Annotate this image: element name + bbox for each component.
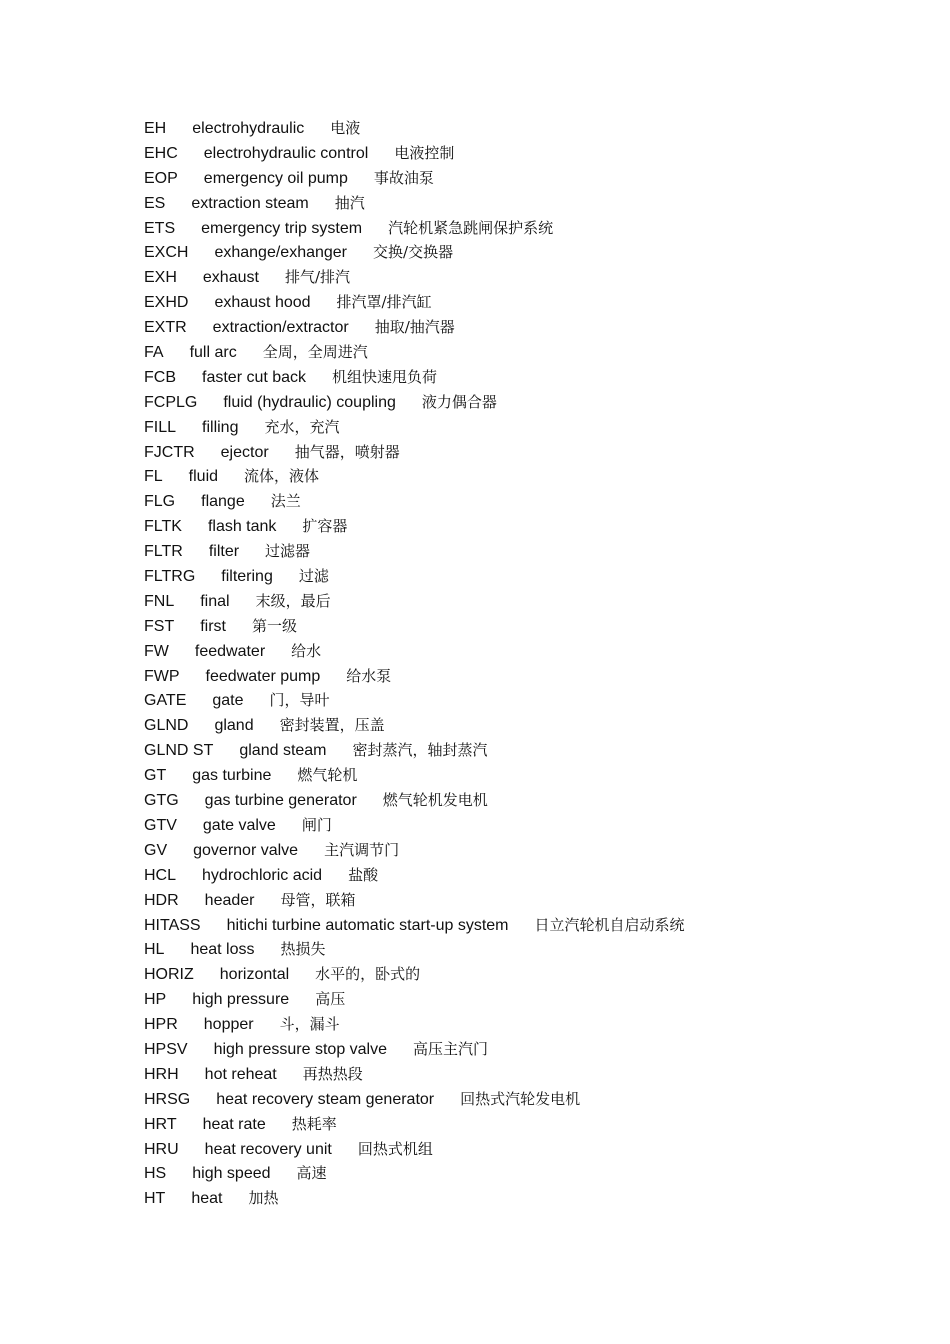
entry-abbreviation: ES — [144, 194, 166, 212]
entry-abbreviation: GT — [144, 767, 167, 785]
entry-english-term: fluid — [188, 468, 219, 486]
entry-abbreviation: FA — [144, 344, 164, 362]
entry-abbreviation: EOP — [144, 169, 178, 187]
entry-chinese-term: 门，导叶 — [269, 691, 330, 710]
entry-english-term: hopper — [203, 1016, 254, 1034]
entry-chinese-term: 回热式汽轮发电机 — [460, 1089, 581, 1108]
entry-chinese-term: 法兰 — [270, 492, 301, 511]
entry-chinese-term: 主汽调节门 — [324, 840, 400, 859]
entry-abbreviation: HPR — [144, 1016, 178, 1034]
entry-english-term: emergency trip system — [201, 219, 363, 237]
glossary-entry — [144, 390, 685, 415]
entry-abbreviation: FILL — [144, 418, 177, 436]
entry-abbreviation: FJCTR — [144, 443, 195, 461]
entry-english-term: heat recovery steam generator — [216, 1090, 435, 1108]
glossary-entry — [144, 888, 685, 913]
entry-english-term: exhange/exhanger — [214, 244, 348, 262]
glossary-entry — [144, 191, 685, 216]
glossary-entry — [144, 614, 685, 639]
glossary-entry — [144, 1112, 685, 1137]
entry-chinese-term: 流体，液体 — [244, 467, 320, 486]
glossary-entry — [144, 464, 685, 489]
entry-abbreviation: HDR — [144, 891, 179, 909]
glossary-entry — [144, 1037, 685, 1062]
entry-english-term: governor valve — [193, 841, 299, 859]
entry-abbreviation: HT — [144, 1190, 166, 1208]
entry-english-term: heat loss — [190, 941, 255, 959]
entry-chinese-term: 热耗率 — [291, 1114, 337, 1133]
entry-chinese-term: 抽取/抽汽器 — [374, 318, 455, 337]
entry-abbreviation: HRH — [144, 1065, 179, 1083]
entry-chinese-term: 再热热段 — [302, 1064, 363, 1083]
entry-english-term: filling — [202, 418, 239, 436]
entry-english-term: flash tank — [207, 518, 277, 536]
entry-abbreviation: HRSG — [144, 1090, 191, 1108]
entry-abbreviation: HCL — [144, 866, 177, 884]
entry-abbreviation: EXH — [144, 269, 177, 287]
entry-abbreviation: HRT — [144, 1115, 177, 1133]
entry-chinese-term: 热损失 — [280, 940, 326, 959]
glossary-entry — [144, 987, 685, 1012]
entry-chinese-term: 密封蒸汽，轴封蒸汽 — [352, 741, 488, 760]
entry-abbreviation: GTG — [144, 792, 179, 810]
entry-chinese-term: 排汽罩/排汽缸 — [336, 293, 432, 312]
entry-chinese-term: 回热式机组 — [357, 1139, 433, 1158]
entry-chinese-term: 充水，充汽 — [264, 417, 340, 436]
entry-english-term: high pressure — [192, 991, 290, 1009]
entry-abbreviation: FCB — [144, 368, 176, 386]
glossary-entry — [144, 141, 685, 166]
entry-english-term: gland steam — [239, 742, 327, 760]
entry-abbreviation: GTV — [144, 816, 177, 834]
entry-english-term: final — [200, 592, 230, 610]
entry-english-term: gas turbine — [192, 767, 272, 785]
entry-abbreviation: ETS — [144, 219, 176, 237]
entry-abbreviation: FLTK — [144, 518, 182, 536]
entry-abbreviation: FW — [144, 642, 169, 660]
entry-chinese-term: 母管，联箱 — [280, 890, 356, 909]
entry-chinese-term: 事故油泵 — [373, 168, 434, 187]
entry-chinese-term: 电液控制 — [394, 143, 455, 162]
entry-chinese-term: 抽气器，喷射器 — [294, 442, 400, 461]
entry-english-term: feedwater pump — [205, 667, 321, 685]
glossary-entry — [144, 639, 685, 664]
entry-abbreviation: HRU — [144, 1140, 179, 1158]
entry-chinese-term: 高压主汽门 — [413, 1039, 489, 1058]
entry-chinese-term: 高速 — [296, 1164, 327, 1183]
entry-english-term: hitichi turbine automatic start-up system — [226, 916, 509, 934]
entry-chinese-term: 给水泵 — [346, 666, 392, 685]
entry-abbreviation: HS — [144, 1165, 167, 1183]
glossary-entry — [144, 738, 685, 763]
entry-english-term: filtering — [221, 568, 273, 586]
entry-english-term: extraction/extractor — [212, 319, 349, 337]
entry-chinese-term: 机组快速甩负荷 — [332, 367, 438, 386]
entry-abbreviation: FLTRG — [144, 568, 196, 586]
glossary-entry — [144, 1012, 685, 1037]
entry-english-term: electrohydraulic — [192, 120, 305, 137]
entry-abbreviation: GLND ST — [144, 742, 214, 760]
entry-abbreviation: GATE — [144, 692, 187, 710]
entry-chinese-term: 排气/排汽 — [284, 268, 351, 287]
entry-english-term: heat recovery unit — [204, 1140, 332, 1158]
entry-chinese-term: 第一级 — [252, 616, 298, 635]
entry-english-term: flange — [201, 493, 245, 511]
entry-english-term: hydrochloric acid — [202, 866, 323, 884]
glossary-entry — [144, 539, 685, 564]
entry-english-term: exhaust — [202, 269, 259, 287]
entry-chinese-term: 斗，漏斗 — [279, 1015, 340, 1034]
entry-english-term: full arc — [189, 344, 237, 362]
entry-chinese-term: 日立汽轮机自启动系统 — [534, 915, 685, 934]
glossary-entry — [144, 415, 685, 440]
entry-english-term: horizontal — [219, 966, 290, 984]
entry-english-term: ejector — [220, 443, 269, 461]
glossary-entry — [144, 440, 685, 465]
entry-abbreviation: FL — [144, 468, 163, 486]
entry-abbreviation: FLG — [144, 493, 176, 511]
entry-english-term: high pressure stop valve — [213, 1040, 388, 1058]
entry-chinese-term: 抽汽 — [334, 193, 365, 212]
glossary-entry — [144, 365, 685, 390]
entry-chinese-term: 给水 — [291, 641, 322, 660]
entry-abbreviation: EXTR — [144, 319, 187, 337]
entry-abbreviation: FNL — [144, 592, 175, 610]
entry-chinese-term: 电液 — [330, 119, 361, 137]
entry-english-term: heat — [191, 1190, 223, 1208]
glossary-entry — [144, 788, 685, 813]
entry-english-term: hot reheat — [204, 1065, 277, 1083]
entry-chinese-term: 燃气轮机 — [297, 766, 358, 785]
entry-abbreviation: HITASS — [144, 916, 201, 934]
glossary-entry — [144, 713, 685, 738]
entry-abbreviation: HP — [144, 991, 167, 1009]
glossary-entry — [144, 116, 685, 141]
entry-chinese-term: 过滤 — [298, 567, 329, 586]
entry-english-term: fluid (hydraulic) coupling — [223, 393, 396, 411]
entry-chinese-term: 盐酸 — [348, 865, 379, 884]
glossary-entry — [144, 937, 685, 962]
entry-abbreviation: EXCH — [144, 244, 189, 262]
entry-english-term: emergency oil pump — [203, 169, 348, 187]
glossary-entry — [144, 564, 685, 589]
glossary-entry — [144, 265, 685, 290]
entry-chinese-term: 高压 — [315, 990, 346, 1009]
glossary-entry — [144, 688, 685, 713]
entry-english-term: gate valve — [202, 816, 276, 834]
glossary-entry — [144, 813, 685, 838]
glossary-entry — [144, 1186, 685, 1211]
glossary-entry — [144, 664, 685, 689]
entry-english-term: heat rate — [202, 1115, 266, 1133]
entry-chinese-term: 液力偶合器 — [421, 392, 497, 411]
glossary-entry — [144, 166, 685, 191]
glossary-entry — [144, 240, 685, 265]
entry-chinese-term: 密封装置，压盖 — [279, 716, 385, 735]
entry-english-term: extraction steam — [191, 194, 309, 212]
entry-chinese-term: 燃气轮机发电机 — [382, 791, 488, 810]
entry-chinese-term: 全周，全周进汽 — [262, 343, 368, 362]
entry-abbreviation: FLTR — [144, 543, 183, 561]
entry-chinese-term: 闸门 — [301, 815, 332, 834]
glossary-entry — [144, 589, 685, 614]
glossary-entry — [144, 216, 685, 241]
entry-abbreviation: HL — [144, 941, 165, 959]
entry-english-term: gland — [214, 717, 254, 735]
entry-abbreviation: HPSV — [144, 1040, 188, 1058]
entry-english-term: feedwater — [194, 642, 266, 660]
entry-english-term: header — [204, 891, 255, 909]
entry-abbreviation: EHC — [144, 144, 178, 162]
entry-chinese-term: 水平的，卧式的 — [315, 965, 421, 984]
glossary-entry — [144, 763, 685, 788]
glossary-entry — [144, 290, 685, 315]
entry-english-term: filter — [208, 543, 240, 561]
entry-english-term: first — [200, 617, 226, 635]
entry-chinese-term: 加热 — [248, 1189, 279, 1208]
glossary-entry — [144, 1087, 685, 1112]
entry-chinese-term: 交换/交换器 — [373, 243, 454, 262]
glossary-entry — [144, 514, 685, 539]
entry-abbreviation: FCPLG — [144, 393, 198, 411]
glossary-entry — [144, 1062, 685, 1087]
glossary-entry — [144, 340, 685, 365]
glossary-entry — [144, 315, 685, 340]
entry-chinese-term: 扩容器 — [302, 517, 348, 536]
entry-abbreviation: EH — [144, 120, 167, 137]
entry-chinese-term: 汽轮机紧急跳闸保护系统 — [388, 218, 554, 237]
entry-abbreviation: FST — [144, 617, 175, 635]
entry-english-term: gas turbine generator — [204, 792, 357, 810]
entry-abbreviation: HORIZ — [144, 966, 194, 984]
glossary-entry — [144, 489, 685, 514]
entry-chinese-term: 过滤器 — [265, 542, 311, 561]
entry-english-term: gate — [212, 692, 244, 710]
entry-abbreviation: FWP — [144, 667, 180, 685]
glossary-entry — [144, 863, 685, 888]
glossary-entry — [144, 838, 685, 863]
glossary-entry — [144, 962, 685, 987]
entry-english-term: high speed — [192, 1165, 271, 1183]
entry-abbreviation: GV — [144, 841, 168, 859]
glossary-entry — [144, 1137, 685, 1162]
entry-english-term: exhaust hood — [214, 294, 311, 312]
entry-chinese-term: 末级，最后 — [255, 591, 331, 610]
glossary-entry — [144, 1161, 685, 1186]
entry-abbreviation: GLND — [144, 717, 189, 735]
entry-english-term: electrohydraulic control — [203, 144, 369, 162]
entry-english-term: faster cut back — [202, 368, 307, 386]
entry-abbreviation: EXHD — [144, 294, 189, 312]
glossary-entry — [144, 913, 685, 938]
glossary-list — [144, 116, 685, 1211]
